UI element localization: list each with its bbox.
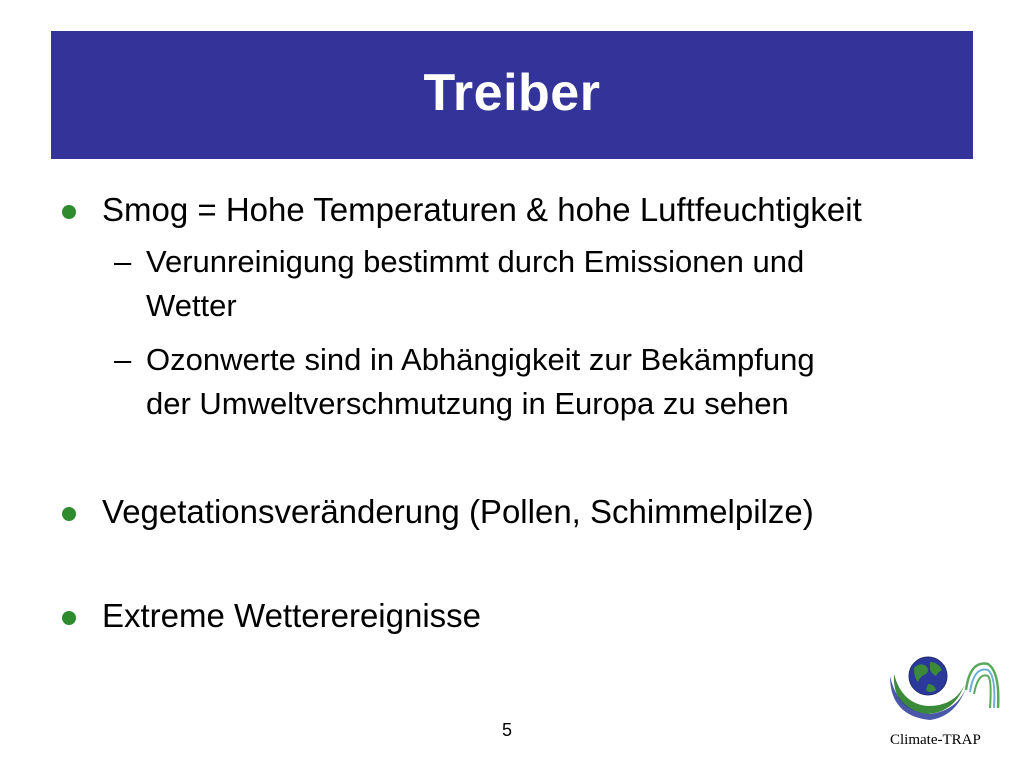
bullet-text: Vegetationsveränderung (Pollen, Schimmelpilze) <box>102 493 814 530</box>
bullet-dot-icon <box>62 205 76 219</box>
bullet-dot-icon <box>62 611 76 625</box>
sub-bullet-line: Wetter <box>146 288 237 323</box>
slide-title: Treiber <box>423 64 601 122</box>
sub-bullet-item <box>114 338 815 426</box>
globe-with-arcs-icon <box>884 650 1004 732</box>
bullet-item <box>102 594 481 638</box>
bullet-text: Smog = Hohe Temperaturen & hohe Luftfeuchtigkeit <box>102 191 862 228</box>
title-bar <box>51 31 973 159</box>
sub-bullet-item <box>114 240 805 328</box>
bullet-dot-icon <box>62 507 76 521</box>
sub-bullet-line: der Umweltverschmutzung in Europa zu sehen <box>146 386 789 421</box>
page-number: 5 <box>502 720 513 740</box>
logo-text: Climate-TRAP <box>890 732 981 748</box>
bullet-item <box>102 188 862 232</box>
bullet-text: Extreme Wetterereignisse <box>102 597 482 634</box>
dash-marker: – <box>114 244 132 279</box>
sub-bullet-line: Verunreinigung bestimmt durch Emissionen und <box>146 244 805 279</box>
sub-bullet-line: Ozonwerte sind in Abhängigkeit zur Bekämpfung <box>146 342 815 377</box>
bullet-item <box>102 490 814 534</box>
dash-marker: – <box>114 342 132 377</box>
climate-trap-logo <box>884 650 1004 760</box>
